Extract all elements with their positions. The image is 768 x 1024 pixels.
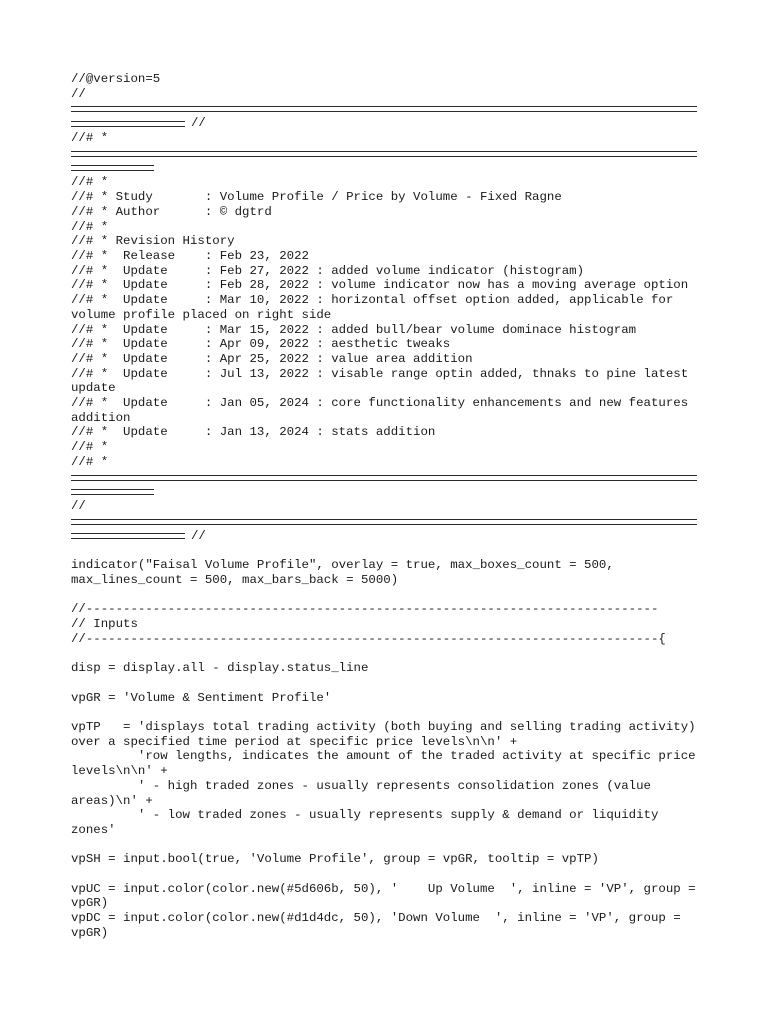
- study-comment-line: //# *: [71, 175, 109, 190]
- vptp-line-4: ' - low traded zones - usually represents supply & demand or liquidity zones': [71, 808, 666, 837]
- study-comment-line: //# * Author : © dgtrd: [71, 204, 272, 219]
- study-comment-line: //# *: [71, 440, 109, 455]
- blank-line: [71, 838, 701, 853]
- vptp-line-1: vpTP = 'displays total trading activity (both buying and selling trading activity) over a specified time period at specific price levels\n\n' +: [71, 719, 704, 749]
- rule-end-row: [71, 485, 701, 500]
- blank-line: [71, 676, 701, 691]
- study-comment-line: //# *: [71, 219, 109, 234]
- comment-slash: //: [71, 499, 86, 514]
- double-rule: [71, 151, 697, 157]
- blank-line: [71, 544, 701, 559]
- comment-slash-end: //: [191, 116, 206, 131]
- study-header-block: [71, 175, 701, 469]
- double-rule-short: [71, 489, 154, 495]
- study-comment-line: //# * Update : Mar 10, 2022 : horizontal offset option added, applicable for volume profile placed on right side: [71, 293, 681, 322]
- indicator-call: indicator("Faisal Volume Profile", overlay = true, max_boxes_count = 500, max_lines_count = 500, max_bars_back = 5000): [71, 558, 622, 588]
- version-line: //@version=5: [71, 72, 161, 86]
- rule-end-row: [71, 161, 701, 176]
- vptp-line-2: 'row lengths, indicates the amount of the traded activity at specific price levels\n\n' +: [71, 749, 704, 779]
- blank-line: [71, 647, 701, 662]
- rule-end-row: [71, 529, 701, 544]
- study-comment-line: //# * Update : Apr 25, 2022 : value area addition: [71, 351, 473, 366]
- study-comment-line: //# * Release : Feb 23, 2022: [71, 249, 309, 263]
- double-rule-short: [71, 533, 185, 539]
- vpdc-line: vpDC = input.color(color.new(#d1d4dc, 50), 'Down Volume ', inline = 'VP', group = vpGR): [71, 911, 689, 940]
- hash-star-line: //# *: [71, 131, 109, 146]
- comment-slash-end: //: [191, 528, 206, 543]
- disp-line: disp = display.all - display.status_line: [71, 661, 369, 676]
- study-comment-line: //# * Revision History: [71, 234, 235, 249]
- double-rule: [71, 519, 697, 525]
- double-rule: [71, 475, 697, 481]
- double-rule-short: [71, 121, 185, 127]
- comment-slash: //: [71, 86, 86, 101]
- study-comment-line: //# * Update : Jul 13, 2022 : visable range optin added, thnaks to pine latest update: [71, 366, 696, 396]
- vpuc-line: vpUC = input.color(color.new(#5d606b, 50), ' Up Volume ', inline = 'VP', group = vpGR): [71, 881, 704, 911]
- study-comment-line: //# * Update : Jan 05, 2024 : core functionality enhancements and new features addition: [71, 396, 696, 425]
- vpsh-line: vpSH = input.bool(true, 'Volume Profile', group = vpGR, tooltip = vpTP): [71, 852, 599, 867]
- study-comment-line: //# * Update : Feb 27, 2022 : added volume indicator (histogram): [71, 263, 585, 278]
- blank-line: [71, 867, 701, 882]
- study-comment-line: //# * Study : Volume Profile / Price by Volume - Fixed Ragne: [71, 190, 562, 205]
- vpgr-line: vpGR = 'Volume & Sentiment Profile': [71, 690, 332, 705]
- study-comment-line: //# * Update : Apr 09, 2022 : aesthetic tweaks: [71, 337, 451, 352]
- vptp-line-3: ' - high traded zones - usually represents consolidation zones (value areas)\n' +: [71, 778, 659, 808]
- double-rule-short: [71, 165, 154, 171]
- study-comment-line: //# * Update : Mar 15, 2022 : added bull/bear volume dominace histogram: [71, 322, 637, 337]
- study-comment-line: //# * Update : Feb 28, 2022 : volume indicator now has a moving average option: [71, 278, 689, 293]
- rule-end-row: [71, 116, 701, 131]
- study-comment-line: //# * Update : Jan 13, 2024 : stats addition: [71, 425, 436, 440]
- document-page: [71, 72, 704, 941]
- double-rule: [71, 106, 697, 112]
- dash-separator: //-----------------------------------------------------------------------------: [71, 602, 659, 617]
- dash-separator-brace: //-----------------------------------------------------------------------------{: [71, 631, 666, 646]
- inputs-comment: // Inputs: [71, 617, 138, 632]
- blank-line: [71, 588, 701, 603]
- study-comment-line: //# *: [71, 454, 109, 469]
- blank-line: [71, 705, 701, 720]
